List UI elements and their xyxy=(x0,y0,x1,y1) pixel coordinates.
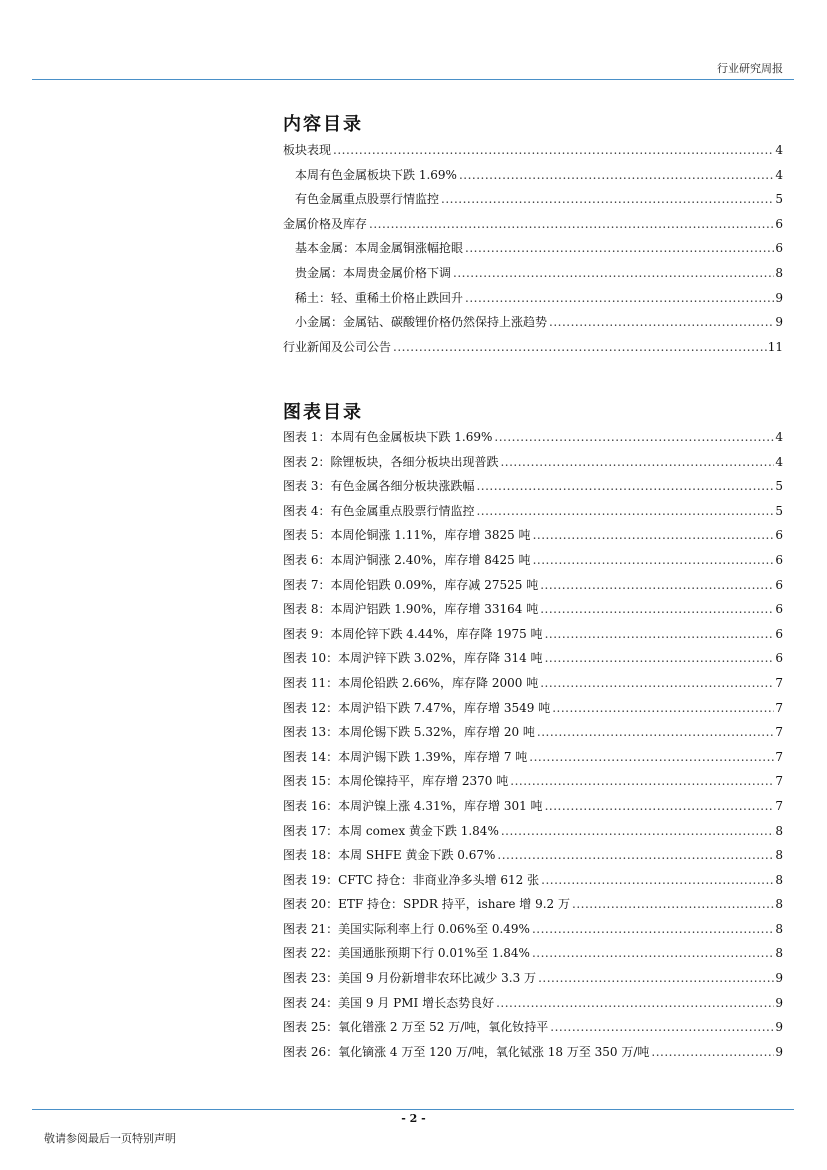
contents-entry-title: 行业新闻及公司公告 xyxy=(283,339,392,354)
figures-entry[interactable] xyxy=(283,526,783,551)
figures-entry-title: 图表 1：本周有色金属板块下跌 1.69% xyxy=(283,430,493,444)
figures-entry-title: 图表 5：本周伦铜涨 1.11%，库存增 3825 吨 xyxy=(283,528,531,543)
contents-entry[interactable] xyxy=(283,264,783,289)
dot-leader xyxy=(459,168,774,182)
figures-entry-page: 4 xyxy=(775,430,783,444)
figures-entry-title: 图表 15：本周伦镍持平，库存增 2370 吨 xyxy=(283,774,509,789)
dot-leader xyxy=(572,897,774,911)
dot-leader xyxy=(497,848,774,862)
figures-entry-page: 9 xyxy=(775,971,783,986)
figures-entry-page: 8 xyxy=(775,872,783,887)
figures-entry-title: 图表 16：本周沪镍上涨 4.31%，库存增 301 吨 xyxy=(283,798,543,813)
contents-entry[interactable] xyxy=(283,141,783,166)
figures-entry-title: 图表 17：本周 comex 黄金下跌 1.84% xyxy=(283,823,499,838)
figures-entry-title: 图表 14：本周沪锡下跌 1.39%，库存增 7 吨 xyxy=(283,749,528,764)
figures-entry-title: 图表 25：氧化镨涨 2 万至 52 万/吨，氧化钕持平 xyxy=(283,1020,549,1035)
contents-entry-title: 板块表现 xyxy=(283,143,332,157)
contents-entry-page: 8 xyxy=(775,265,783,280)
dot-leader xyxy=(476,504,774,518)
figures-entry[interactable] xyxy=(283,576,783,601)
dot-leader xyxy=(552,701,774,715)
figures-entry[interactable] xyxy=(283,797,783,822)
figures-entry-title: 图表 3：有色金属各细分板块涨跌幅 xyxy=(283,479,475,494)
contents-entry-page: 11 xyxy=(767,339,783,354)
figures-entry-title: 图表 21：美国实际利率上行 0.06%至 0.49% xyxy=(283,921,530,936)
figures-entry-page: 8 xyxy=(775,921,783,936)
contents-entry-title: 基本金属：本周金属铜涨幅抢眼 xyxy=(295,241,464,256)
figures-entry-page: 5 xyxy=(775,503,783,518)
figures-entry-title: 图表 22：美国通胀预期下行 0.01%至 1.84% xyxy=(283,946,530,961)
figures-entry[interactable] xyxy=(283,772,783,797)
figures-entry-title: 图表 18：本周 SHFE 黄金下跌 0.67% xyxy=(283,848,496,863)
footer-divider xyxy=(32,1109,794,1110)
figures-entry-title: 图表 2：除锂板块，各细分板块出现普跌 xyxy=(283,454,499,469)
figures-entry[interactable] xyxy=(283,699,783,724)
figures-title: 图表目录 xyxy=(283,402,363,423)
dot-leader xyxy=(545,651,775,665)
figures-entry[interactable] xyxy=(283,920,783,945)
header-divider xyxy=(32,79,794,80)
figures-entry[interactable] xyxy=(283,1018,783,1043)
figures-entry-page: 7 xyxy=(775,798,783,813)
figures-entry-title: 图表 7：本周伦铝跌 0.09%，库存减 27525 吨 xyxy=(283,577,539,592)
figures-entry-page: 9 xyxy=(775,1044,783,1059)
contents-entry[interactable] xyxy=(283,166,783,191)
dot-leader xyxy=(529,750,774,764)
contents-entry-title: 有色金属重点股票行情监控 xyxy=(295,192,440,207)
dot-leader xyxy=(496,996,774,1010)
figures-entry-page: 6 xyxy=(775,626,783,641)
figures-entry[interactable] xyxy=(283,674,783,699)
figures-entry[interactable] xyxy=(283,723,783,748)
figures-entry-page: 8 xyxy=(775,946,783,961)
figures-entry[interactable] xyxy=(283,969,783,994)
figures-entry[interactable] xyxy=(283,846,783,871)
dot-leader xyxy=(545,799,775,813)
figures-entry-title: 图表 4：有色金属重点股票行情监控 xyxy=(283,503,475,518)
figures-entry[interactable] xyxy=(283,944,783,969)
figures-entry-page: 7 xyxy=(775,675,783,690)
dot-leader xyxy=(494,430,774,444)
figures-entry[interactable] xyxy=(283,994,783,1019)
contents-entry[interactable] xyxy=(283,215,783,240)
figures-entry-title: 图表 12：本周沪铅下跌 7.47%，库存增 3549 吨 xyxy=(283,700,551,715)
dot-leader xyxy=(465,241,774,255)
figures-entry-page: 6 xyxy=(775,651,783,666)
dot-leader xyxy=(540,578,774,592)
contents-entry-page: 9 xyxy=(775,290,783,305)
dot-leader xyxy=(476,479,774,493)
dot-leader xyxy=(453,266,774,280)
figures-entry-title: 图表 6：本周沪铜涨 2.40%，库存增 8425 吨 xyxy=(283,552,531,567)
figures-entry-title: 图表 20：ETF 持仓：SPDR 持平，ishare 增 9.2 万 xyxy=(283,897,570,912)
figures-entry-page: 8 xyxy=(775,823,783,838)
contents-entry-title: 小金属：金属钴、碳酸锂价格仍然保持上涨趋势 xyxy=(295,315,548,330)
contents-entry-page: 6 xyxy=(775,241,783,256)
figures-entry-title: 图表 24：美国 9 月 PMI 增长态势良好 xyxy=(283,995,495,1010)
figures-entry-page: 9 xyxy=(775,1020,783,1035)
dot-leader xyxy=(540,676,774,690)
contents-entry-title: 稀土：轻、重稀土价格止跌回升 xyxy=(295,290,464,305)
figures-entry[interactable] xyxy=(283,453,783,478)
figures-entry-page: 9 xyxy=(775,995,783,1010)
figures-entry-title: 图表 13：本周伦锡下跌 5.32%，库存增 20 吨 xyxy=(283,725,535,740)
contents-entry-page: 4 xyxy=(775,143,783,157)
figures-entry[interactable] xyxy=(283,428,783,453)
figures-entry-page: 6 xyxy=(775,602,783,617)
contents-title: 内容目录 xyxy=(283,114,363,135)
figures-entry[interactable] xyxy=(283,625,783,650)
contents-list xyxy=(283,141,783,362)
figures-entry-title: 图表 8：本周沪铝跌 1.90%，库存增 33164 吨 xyxy=(283,602,539,617)
disclaimer-note: 敬请参阅最后一页特别声明 xyxy=(44,1132,176,1145)
contents-entry-title: 本周有色金属板块下跌 1.69% xyxy=(295,167,457,182)
dot-leader xyxy=(541,873,774,887)
figures-entry-page: 6 xyxy=(775,577,783,592)
dot-leader xyxy=(501,824,775,838)
figures-entry-title: 图表 23：美国 9 月份新增非农环比减少 3.3 万 xyxy=(283,971,537,986)
dot-leader xyxy=(532,946,774,960)
dot-leader xyxy=(651,1045,774,1059)
figures-entry-page: 8 xyxy=(775,848,783,863)
contents-entry-page: 6 xyxy=(775,216,783,231)
contents-entry[interactable] xyxy=(283,190,783,215)
figures-entry[interactable] xyxy=(283,551,783,576)
figures-entry[interactable] xyxy=(283,748,783,773)
contents-entry[interactable] xyxy=(283,313,783,338)
figures-entry-page: 5 xyxy=(775,479,783,494)
dot-leader xyxy=(369,217,774,231)
figures-entry-page: 7 xyxy=(775,774,783,789)
figures-entry-page: 7 xyxy=(775,700,783,715)
dot-leader xyxy=(533,528,775,542)
page-number: - 2 - xyxy=(401,1112,426,1125)
figures-entry-page: 4 xyxy=(775,454,783,469)
figures-entry-title: 图表 19：CFTC 持仓：非商业净多头增 612 张 xyxy=(283,872,540,887)
contents-entry[interactable] xyxy=(283,239,783,264)
dot-leader xyxy=(510,774,774,788)
dot-leader xyxy=(537,725,774,739)
figures-entry[interactable] xyxy=(283,477,783,502)
figures-list xyxy=(283,428,783,1067)
figures-entry-title: 图表 9：本周伦锌下跌 4.44%，库存降 1975 吨 xyxy=(283,626,543,641)
dot-leader xyxy=(465,291,774,305)
figures-entry[interactable] xyxy=(283,502,783,527)
dot-leader xyxy=(538,971,774,985)
figures-entry-title: 图表 10：本周沪锌下跌 3.02%，库存降 314 吨 xyxy=(283,651,543,666)
contents-entry-title: 贵金属：本周贵金属价格下调 xyxy=(295,265,452,280)
contents-entry[interactable] xyxy=(283,338,783,363)
figures-entry[interactable] xyxy=(283,871,783,896)
dot-leader xyxy=(500,455,774,469)
contents-entry[interactable] xyxy=(283,289,783,314)
figures-entry[interactable] xyxy=(283,1043,783,1068)
figures-entry[interactable] xyxy=(283,649,783,674)
dot-leader xyxy=(545,627,775,641)
figures-entry[interactable] xyxy=(283,895,783,920)
figures-entry-page: 7 xyxy=(775,749,783,764)
contents-entry-page: 9 xyxy=(775,315,783,330)
figures-entry-page: 7 xyxy=(775,725,783,740)
dot-leader xyxy=(333,143,774,157)
dot-leader xyxy=(441,192,774,206)
contents-entry-page: 5 xyxy=(775,192,783,207)
dot-leader xyxy=(533,553,775,567)
figures-entry-title: 图表 26：氧化镝涨 4 万至 120 万/吨，氧化铽涨 18 万至 350 万/吨 xyxy=(283,1044,650,1059)
figures-entry-page: 6 xyxy=(775,528,783,543)
dot-leader xyxy=(393,340,767,354)
report-type-label: 行业研究周报 xyxy=(717,62,783,75)
figures-entry[interactable] xyxy=(283,600,783,625)
dot-leader xyxy=(540,602,774,616)
dot-leader xyxy=(549,315,774,329)
dot-leader xyxy=(550,1020,774,1034)
figures-entry-title: 图表 11：本周伦铅跌 2.66%，库存降 2000 吨 xyxy=(283,675,539,690)
dot-leader xyxy=(532,922,774,936)
contents-entry-title: 金属价格及库存 xyxy=(283,216,368,231)
figures-entry[interactable] xyxy=(283,822,783,847)
contents-entry-page: 4 xyxy=(775,167,783,182)
figures-entry-page: 6 xyxy=(775,552,783,567)
figures-entry-page: 8 xyxy=(775,897,783,912)
